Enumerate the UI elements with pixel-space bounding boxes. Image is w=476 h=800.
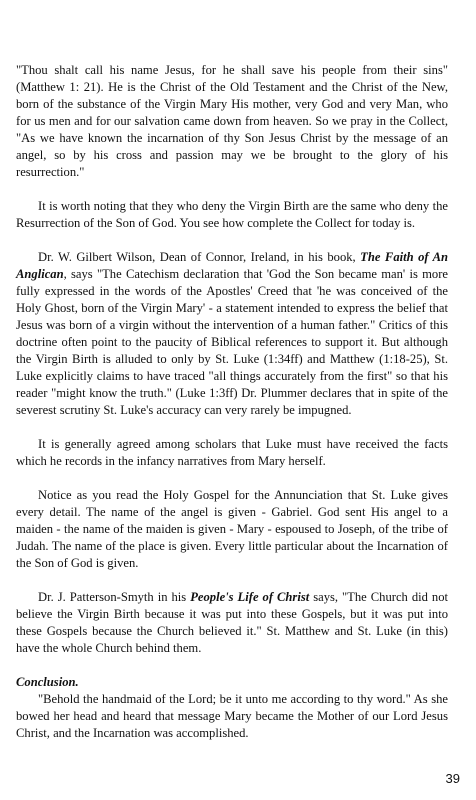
paragraph-wilson-intro: Dr. W. Gilbert Wilson, Dean of Connor, Ireland, in his book, xyxy=(38,250,361,264)
paragraph-wilson-body: , says "The Catechism declaration that 'God the Son became man' is more fully expressed in the words of the Apostles' Creed that 'he was conceived of the Holy Ghost, born of the Virgin Mary' - a statement intended to express the belief that Jesus was born of a virgin without the intervention of a human father." Critics of this doctrine often point to the paucity of Biblical references to support it. But although the Virgin Birth is alluded to only by St. Luke (1:34ff) and Matthew (1:18-25), St. Luke explicitly claims to have traced "all things accurately from the first" so that his reader "might know the truth." (Luke 1:3ff) Dr. Plummer declares that in spite of the severest scrutiny St. Luke's accuracy can very rarely be impugned. xyxy=(16,267,448,417)
paragraph-patterson-smyth-body: says, "The Church did not believe the Virgin Birth because it was put into these Gospels, but it was put into these Gospels because the Church believed it." St. Matthew and St. Luke (in this) have the whole Church behind them. xyxy=(16,590,448,655)
page-body xyxy=(16,62,448,742)
paragraph-conclusion: "Behold the handmaid of the Lord; be it unto me according to thy word." As she bowed her head and heard that message Mary became the Mother of our Lord Jesus Christ, and the Incarnation was accomplished. xyxy=(16,692,448,740)
book-title-faith-of-an-anglican: The Faith of An Anglican xyxy=(16,250,448,281)
book-title-peoples-life-of-christ: People's Life of Christ xyxy=(190,590,310,604)
conclusion-heading: Conclusion. xyxy=(16,675,79,689)
paragraph-wilson xyxy=(16,249,448,419)
paragraph-patterson-smyth xyxy=(16,589,448,657)
paragraph-annunciation: Notice as you read the Holy Gospel for the Annunciation that St. Luke gives every detail. The name of the angel is given - Gabriel. God sent His angel to a maiden - the name of the maiden is given - Mary - espoused to Joseph, of the tribe of Judah. The name of the place is given. Every little particular about the Incarnation of the Son of God is given. xyxy=(16,488,448,570)
paragraph-luke-mary: It is generally agreed among scholars that Luke must have received the facts which he records in the infancy narratives from Mary herself. xyxy=(16,437,448,468)
page-number: 39 xyxy=(445,771,460,786)
paragraph-patterson-smyth-intro: Dr. J. Patterson-Smyth in his xyxy=(38,590,191,604)
paragraph-matthew: "Thou shalt call his name Jesus, for he shall save his people from their sins" (Matthew 1: 21). He is the Christ of the Old Testament and the Christ of the New, born of the substance of the Virgin Mary His mother, very God and very Man, who for us men and for our salvation came down from heaven. So we pray in the Collect, "As we have known the incarnation of thy Son Jesus Christ by the message of an angel, so by his cross and passion may we be brought to the glory of his resurrection." xyxy=(16,63,448,179)
paragraph-virgin-birth-resurrection: It is worth noting that they who deny the Virgin Birth are the same who deny the Resurrection of the Son of God. You see how complete the Collect for today is. xyxy=(16,199,448,230)
